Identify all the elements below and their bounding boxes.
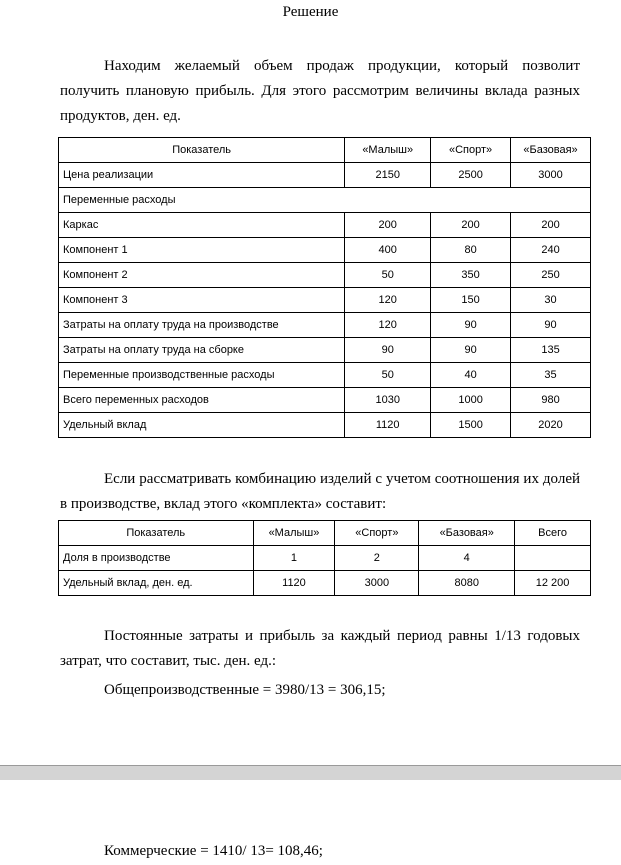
row-label: Компонент 3	[59, 288, 345, 313]
value-cell: 90	[345, 338, 431, 363]
row-label: Удельный вклад	[59, 413, 345, 438]
value-cell: 80	[431, 238, 511, 263]
table-row	[59, 338, 591, 363]
row-label: Затраты на оплату труда на сборке	[59, 338, 345, 363]
value-cell: 2150	[345, 163, 431, 188]
table-row	[59, 213, 591, 238]
value-cell: 2020	[511, 413, 591, 438]
value-cell: 12 200	[515, 571, 591, 596]
value-cell: 8080	[419, 571, 515, 596]
row-label: Затраты на оплату труда на производстве	[59, 313, 345, 338]
row-label: Компонент 2	[59, 263, 345, 288]
value-cell: 50	[345, 363, 431, 388]
value-cell: 200	[431, 213, 511, 238]
value-cell: 90	[431, 313, 511, 338]
value-cell: 1500	[431, 413, 511, 438]
header-cell: Всего	[515, 521, 591, 546]
value-cell: 200	[345, 213, 431, 238]
row-label: Удельный вклад, ден. ед.	[59, 571, 254, 596]
row-label: Переменные производственные расходы	[59, 363, 345, 388]
table-row	[59, 413, 591, 438]
value-cell: 1030	[345, 388, 431, 413]
value-cell: 3000	[511, 163, 591, 188]
overhead-formula: Общепроизводственные = 3980/13 = 306,15;	[104, 682, 386, 698]
header-cell: «Базовая»	[511, 138, 591, 163]
table-row	[59, 263, 591, 288]
table-header-row	[59, 138, 591, 163]
value-cell: 200	[511, 213, 591, 238]
row-label: Цена реализации	[59, 163, 345, 188]
value-cell: 150	[431, 288, 511, 313]
row-label: Каркас	[59, 213, 345, 238]
header-cell: «Малыш»	[345, 138, 431, 163]
value-cell: 240	[511, 238, 591, 263]
header-cell: Показатель	[59, 138, 345, 163]
header-cell: «Базовая»	[419, 521, 515, 546]
value-cell: 4	[419, 546, 515, 571]
commercial-formula: Коммерческие = 1410/ 13= 108,46;	[104, 843, 323, 859]
row-label: Компонент 1	[59, 238, 345, 263]
row-label: Всего переменных расходов	[59, 388, 345, 413]
table-row	[59, 188, 591, 213]
table-row	[59, 363, 591, 388]
value-cell: 135	[511, 338, 591, 363]
table-header-row	[59, 521, 591, 546]
value-cell: 250	[511, 263, 591, 288]
table-row	[59, 388, 591, 413]
value-cell: 2500	[431, 163, 511, 188]
header-cell: Показатель	[59, 521, 254, 546]
value-cell: 90	[431, 338, 511, 363]
value-cell: 120	[345, 288, 431, 313]
value-cell: 90	[511, 313, 591, 338]
header-cell: «Малыш»	[253, 521, 335, 546]
value-cell: 980	[511, 388, 591, 413]
value-cell: 40	[431, 363, 511, 388]
value-cell: 1000	[431, 388, 511, 413]
header-cell: «Спорт»	[335, 521, 419, 546]
value-cell: 1120	[345, 413, 431, 438]
value-cell: 50	[345, 263, 431, 288]
contribution-table	[58, 137, 591, 438]
value-cell: 400	[345, 238, 431, 263]
value-cell: 1120	[253, 571, 335, 596]
fixed-costs-paragraph: Постоянные затраты и прибыль за каждый период равны 1/13 годовых затрат, что составит, тыс. ден. ед.:	[60, 628, 580, 669]
value-cell: 350	[431, 263, 511, 288]
table-row	[59, 238, 591, 263]
section-heading: Решение	[282, 4, 339, 20]
value-cell: 30	[511, 288, 591, 313]
value-cell: 1	[253, 546, 335, 571]
value-cell	[515, 546, 591, 571]
value-cell: 35	[511, 363, 591, 388]
value-cell: 120	[345, 313, 431, 338]
value-cell: 3000	[335, 571, 419, 596]
intro-paragraph: Находим желаемый объем продаж продукции, который позволит получить плановую прибыль. Для этого рассмотрим величины вклада разных продуктов, ден. ед.	[60, 58, 580, 124]
table-row	[59, 163, 591, 188]
group-label: Переменные расходы	[59, 188, 591, 213]
bundle-table	[58, 520, 591, 596]
header-cell: «Спорт»	[431, 138, 511, 163]
row-label: Доля в производстве	[59, 546, 254, 571]
table-row	[59, 546, 591, 571]
value-cell: 2	[335, 546, 419, 571]
table-row	[59, 288, 591, 313]
table-row	[59, 571, 591, 596]
table-row	[59, 313, 591, 338]
document-page-2	[0, 780, 621, 865]
page-break	[0, 765, 621, 781]
combination-paragraph: Если рассматривать комбинацию изделий с учетом соотношения их долей в производстве, вклад этого «комплекта» составит:	[60, 471, 580, 512]
